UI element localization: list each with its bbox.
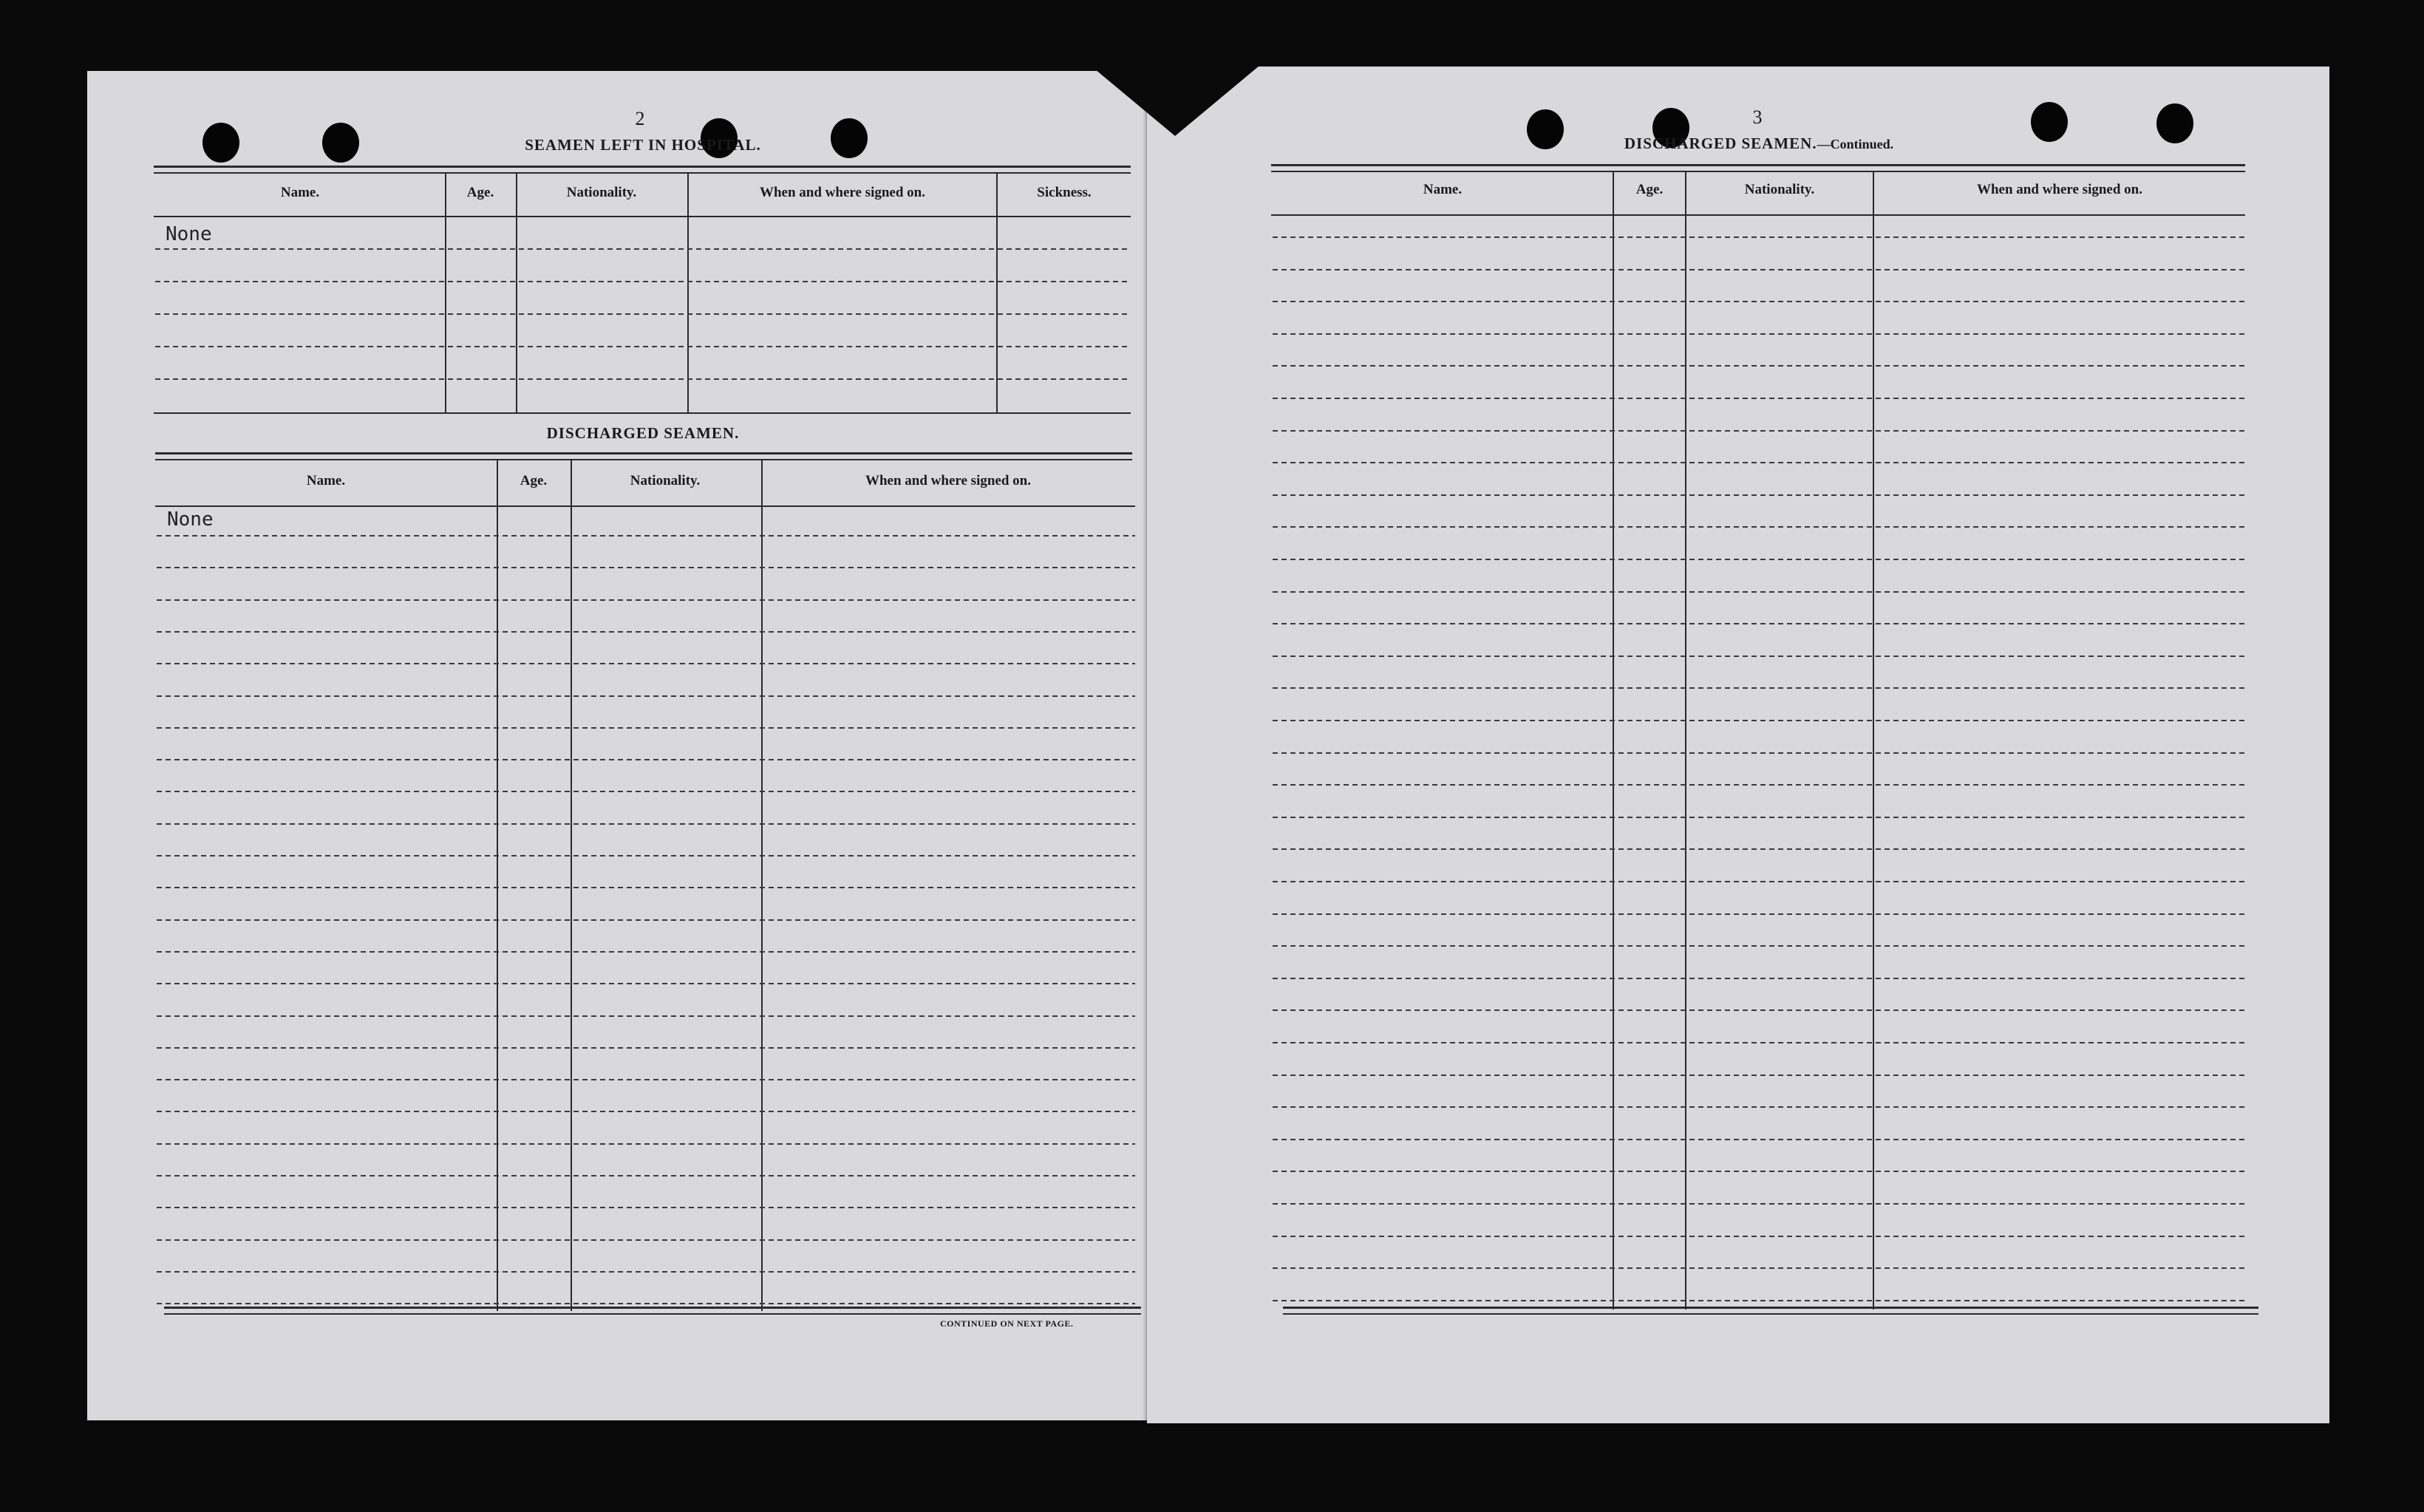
row-line xyxy=(1273,559,2247,560)
row-line xyxy=(1273,430,2247,432)
col-header-name: Name. xyxy=(280,185,320,200)
row-line xyxy=(157,1271,1135,1273)
col-header-age: Age. xyxy=(466,185,494,200)
row-line xyxy=(1273,945,2247,947)
hospital-section-title: SEAMEN LEFT IN HOSPITAL. xyxy=(525,136,761,154)
row-line xyxy=(157,1047,1135,1049)
col-header-signed-on: When and where signed on. xyxy=(1976,182,2142,197)
row-line xyxy=(1273,687,2247,689)
row-line xyxy=(1273,333,2247,335)
row-line xyxy=(1273,1009,2247,1011)
row-line xyxy=(1273,752,2247,754)
row-line xyxy=(157,1239,1135,1241)
row-line xyxy=(157,887,1135,888)
row-line xyxy=(1273,881,2247,882)
row-line xyxy=(157,631,1135,633)
discharged-entry-name: None xyxy=(167,508,214,531)
row-line xyxy=(157,759,1135,760)
row-line xyxy=(1273,1106,2247,1108)
row-line xyxy=(157,567,1135,568)
row-line xyxy=(155,378,1131,380)
bottom-rule xyxy=(1283,1307,2258,1315)
row-line xyxy=(1273,462,2247,463)
row-line xyxy=(1273,720,2247,721)
row-line xyxy=(157,1015,1135,1017)
title-rule xyxy=(1271,164,2245,172)
binding-notch xyxy=(1086,62,1264,136)
row-line xyxy=(1273,301,2247,302)
punch-hole xyxy=(1527,109,1564,149)
col-header-nationality: Nationality. xyxy=(630,473,701,488)
punch-hole xyxy=(2156,103,2193,143)
row-line xyxy=(1273,978,2247,979)
row-line xyxy=(157,663,1135,664)
title-text: DISCHARGED SEAMEN. xyxy=(1624,134,1817,152)
row-line xyxy=(157,727,1135,729)
row-line xyxy=(1273,1042,2247,1043)
row-line xyxy=(1273,913,2247,915)
hospital-entry-name: None xyxy=(166,223,212,245)
title-rule xyxy=(155,452,1132,460)
row-line xyxy=(1273,848,2247,850)
row-line xyxy=(155,248,1131,250)
header-rule xyxy=(154,216,1131,217)
col-header-signed-on: When and where signed on. xyxy=(865,473,1031,488)
row-line xyxy=(1273,591,2247,593)
row-line xyxy=(1273,236,2247,238)
col-header-nationality: Nationality. xyxy=(566,185,637,200)
row-line xyxy=(157,695,1135,697)
row-line xyxy=(1273,784,2247,786)
row-line xyxy=(157,1207,1135,1208)
column-divider xyxy=(571,460,572,1311)
row-line xyxy=(1273,365,2247,367)
left-page xyxy=(87,71,1151,1420)
row-line xyxy=(157,791,1135,792)
col-header-age: Age. xyxy=(520,473,548,488)
column-divider xyxy=(516,173,517,412)
row-line xyxy=(155,313,1131,315)
col-header-sickness: Sickness. xyxy=(1037,185,1092,200)
row-line xyxy=(1273,1171,2247,1172)
row-line xyxy=(155,281,1131,282)
row-line xyxy=(1273,655,2247,657)
column-divider xyxy=(497,460,498,1311)
row-line xyxy=(1273,1203,2247,1205)
col-header-signed-on: When and where signed on. xyxy=(759,185,925,200)
title-suffix: —Continued. xyxy=(1817,137,1894,151)
row-line xyxy=(157,535,1135,537)
row-line xyxy=(157,951,1135,953)
col-header-age: Age. xyxy=(1635,182,1664,197)
column-divider xyxy=(687,173,689,412)
col-header-nationality: Nationality. xyxy=(1744,182,1815,197)
column-divider xyxy=(761,460,763,1311)
page-number: 3 xyxy=(1752,106,1763,128)
row-line xyxy=(157,983,1135,984)
row-line xyxy=(1273,623,2247,624)
row-line xyxy=(157,823,1135,825)
row-line xyxy=(157,1303,1135,1304)
col-header-name: Name. xyxy=(306,473,346,488)
bottom-rule xyxy=(164,1307,1141,1315)
row-line xyxy=(1273,269,2247,270)
row-line xyxy=(1273,1267,2247,1269)
header-rule xyxy=(155,505,1135,507)
discharged-section-title: DISCHARGED SEAMEN. xyxy=(546,424,740,442)
row-line xyxy=(157,599,1135,601)
row-line xyxy=(1273,1300,2247,1301)
row-line xyxy=(1273,494,2247,496)
row-line xyxy=(157,1079,1135,1080)
title-rule xyxy=(154,166,1131,174)
punch-hole xyxy=(202,123,239,163)
row-line xyxy=(155,346,1131,347)
row-line xyxy=(1273,398,2247,399)
continued-note: CONTINUED ON NEXT PAGE. xyxy=(940,1318,1074,1329)
row-line xyxy=(1273,1075,2247,1076)
header-rule xyxy=(1271,214,2245,216)
column-divider xyxy=(445,173,446,412)
col-header-name: Name. xyxy=(1423,182,1463,197)
row-line xyxy=(157,919,1135,921)
row-line xyxy=(157,855,1135,857)
row-line xyxy=(157,1143,1135,1145)
column-divider xyxy=(996,173,998,412)
row-line xyxy=(157,1175,1135,1176)
punch-hole xyxy=(322,123,359,163)
discharged-continued-title xyxy=(1574,134,1944,153)
row-line xyxy=(1273,1139,2247,1140)
section-rule xyxy=(154,412,1131,414)
row-line xyxy=(157,1111,1135,1112)
row-line xyxy=(1273,1236,2247,1237)
row-line xyxy=(1273,817,2247,818)
page-number: 2 xyxy=(635,108,645,129)
row-line xyxy=(1273,526,2247,528)
punch-hole xyxy=(2031,102,2068,142)
